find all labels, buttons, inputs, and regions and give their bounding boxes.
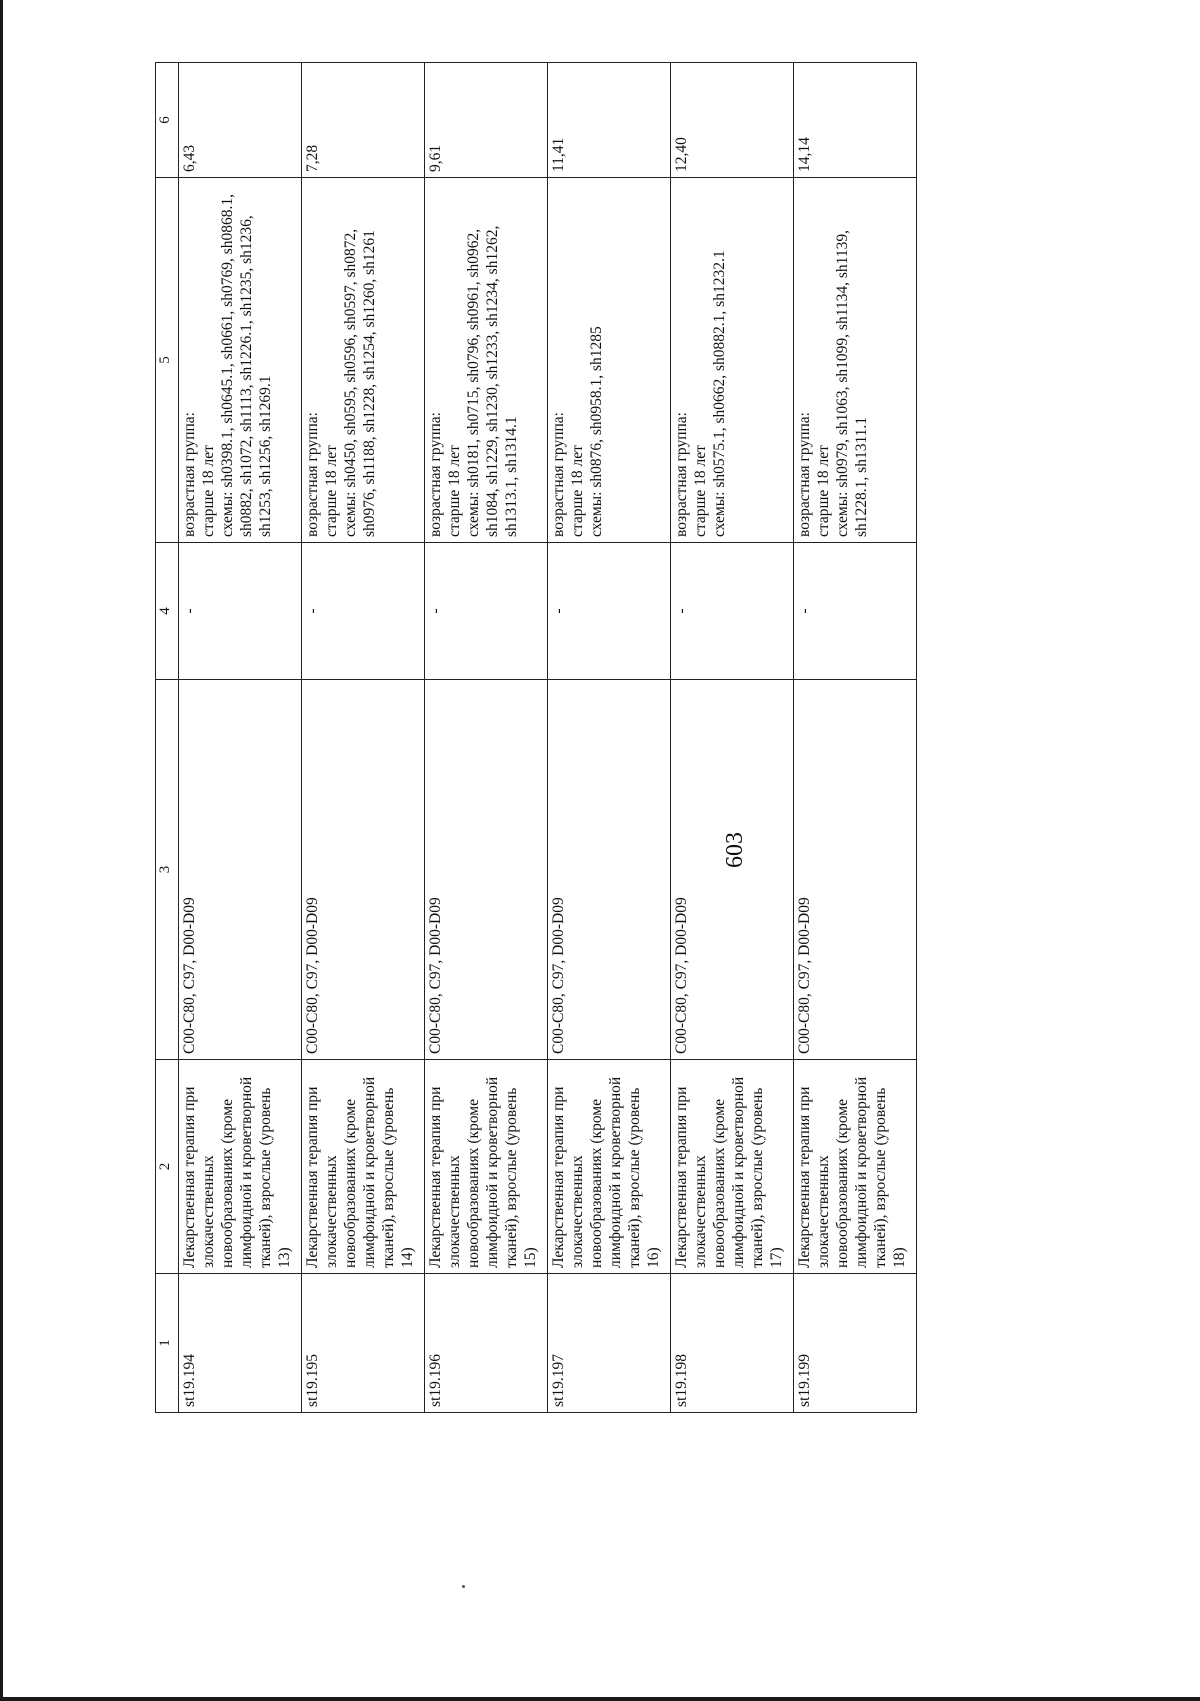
- row-col4: -: [425, 543, 548, 680]
- page-number: 603: [722, 832, 748, 868]
- row-name: Лекарственная терапия при злокачественных новообразованиях (кроме лимфоидной и кроветворной тканей), взрослые (уровень 13): [179, 1060, 302, 1274]
- row-coefficient: 6,43: [179, 63, 302, 178]
- row-criteria: [425, 178, 548, 543]
- header-row: [156, 63, 179, 1413]
- schemes-list: схемы: sh0979, sh1063, sh1099, sh1134, sh1139, sh1228.1, sh1311.1: [834, 230, 870, 537]
- row-col4: -: [548, 543, 671, 680]
- row-name: Лекарственная терапия при злокачественных новообразованиях (кроме лимфоидной и кроветворной тканей), взрослые (уровень 14): [302, 1060, 425, 1274]
- column-header-1: 1: [156, 1274, 179, 1413]
- age-group-label: возрастная группа:: [181, 412, 198, 537]
- age-group-label: возрастная группа:: [427, 412, 444, 537]
- row-col4: -: [671, 543, 794, 680]
- row-code: st19.199: [794, 1274, 917, 1413]
- row-name: Лекарственная терапия при злокачественных новообразованиях (кроме лимфоидной и кроветворной тканей), взрослые (уровень 17): [671, 1060, 794, 1274]
- tariff-table: [155, 62, 917, 1413]
- row-code: st19.196: [425, 1274, 548, 1413]
- rotated-table-container: [155, 63, 1065, 1413]
- row-col4: -: [302, 543, 425, 680]
- table-row: [425, 63, 548, 1413]
- row-criteria: [302, 178, 425, 543]
- table-row: [671, 63, 794, 1413]
- column-header-3: 3: [156, 680, 179, 1060]
- age-group-value: старше 18 лет: [815, 445, 832, 537]
- row-icd-codes: C00-C80, C97, D00-D09: [548, 680, 671, 1060]
- row-coefficient: 12,40: [671, 63, 794, 178]
- column-header-5: 5: [156, 178, 179, 543]
- row-code: st19.194: [179, 1274, 302, 1413]
- table-row: [302, 63, 425, 1413]
- schemes-list: схемы: sh0575.1, sh0662, sh0882.1, sh1232.1: [711, 250, 728, 537]
- row-coefficient: 11,41: [548, 63, 671, 178]
- schemes-list: схемы: sh0398.1, sh0645.1, sh0661, sh0769, sh0868.1, sh0882, sh1072, sh1113, sh1226.1, sh1235, sh1236, sh1253, sh1256, sh1269.1: [219, 194, 274, 537]
- row-name: Лекарственная терапия при злокачественных новообразованиях (кроме лимфоидной и кроветворной тканей), взрослые (уровень 18): [794, 1060, 917, 1274]
- column-header-4: 4: [156, 543, 179, 680]
- row-code: st19.195: [302, 1274, 425, 1413]
- schemes-list: схемы: sh0181, sh0715, sh0796, sh0961, sh0962, sh1084, sh1229, sh1230, sh1233, sh1234, sh1262, sh1313.1, sh1314.1: [465, 225, 520, 537]
- column-header-2: 2: [156, 1060, 179, 1274]
- age-group-value: старше 18 лет: [692, 445, 709, 537]
- age-group-label: возрастная группа:: [304, 412, 321, 537]
- row-name: Лекарственная терапия при злокачественных новообразованиях (кроме лимфоидной и кроветворной тканей), взрослые (уровень 16): [548, 1060, 671, 1274]
- schemes-list: схемы: sh0876, sh0958.1, sh1285: [588, 326, 605, 537]
- scan-border-bottom: [0, 1697, 1200, 1701]
- row-code: st19.198: [671, 1274, 794, 1413]
- row-coefficient: 7,28: [302, 63, 425, 178]
- row-coefficient: 14,14: [794, 63, 917, 178]
- row-criteria: [179, 178, 302, 543]
- row-coefficient: 9,61: [425, 63, 548, 178]
- table-row: [548, 63, 671, 1413]
- column-header-6: 6: [156, 63, 179, 178]
- age-group-value: старше 18 лет: [200, 445, 217, 537]
- scan-border-left: [0, 0, 3, 1701]
- row-criteria: [548, 178, 671, 543]
- row-criteria: [794, 178, 917, 543]
- row-icd-codes: C00-C80, C97, D00-D09: [425, 680, 548, 1060]
- row-col4: -: [794, 543, 917, 680]
- row-col4: -: [179, 543, 302, 680]
- row-icd-codes: C00-C80, C97, D00-D09: [794, 680, 917, 1060]
- age-group-label: возрастная группа:: [673, 412, 690, 537]
- row-icd-codes: C00-C80, C97, D00-D09: [302, 680, 425, 1060]
- scan-speck: [462, 1585, 465, 1588]
- row-icd-codes: C00-C80, C97, D00-D09: [179, 680, 302, 1060]
- schemes-list: схемы: sh0450, sh0595, sh0596, sh0597, sh0872, sh0976, sh1188, sh1228, sh1254, sh1260, sh1261: [342, 228, 378, 537]
- row-code: st19.197: [548, 1274, 671, 1413]
- age-group-label: возрастная группа:: [796, 412, 813, 537]
- age-group-value: старше 18 лет: [569, 445, 586, 537]
- row-icd-codes: C00-C80, C97, D00-D09: [671, 680, 794, 1060]
- age-group-value: старше 18 лет: [446, 445, 463, 537]
- row-name: Лекарственная терапия при злокачественных новообразованиях (кроме лимфоидной и кроветворной тканей), взрослые (уровень 15): [425, 1060, 548, 1274]
- table-row: [794, 63, 917, 1413]
- age-group-value: старше 18 лет: [323, 445, 340, 537]
- row-criteria: [671, 178, 794, 543]
- table-row: [179, 63, 302, 1413]
- age-group-label: возрастная группа:: [550, 412, 567, 537]
